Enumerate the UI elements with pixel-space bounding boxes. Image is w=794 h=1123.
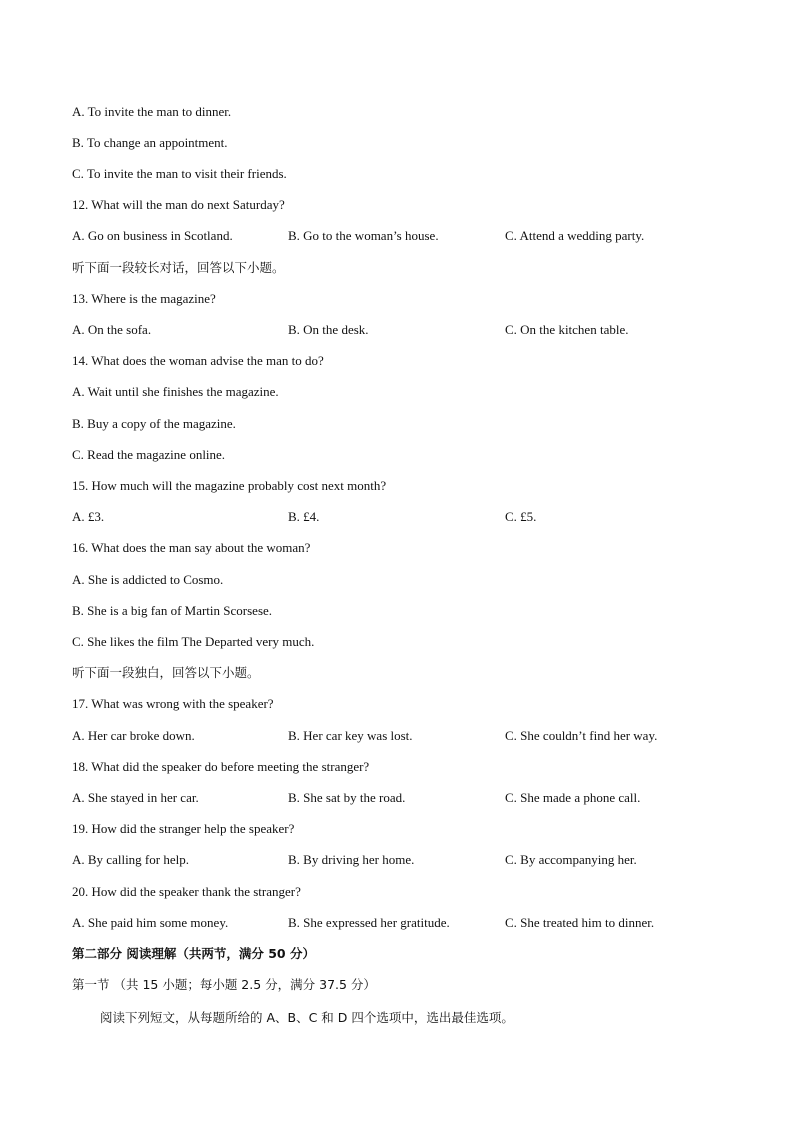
- option-20a: A. She paid him some money.: [72, 915, 229, 930]
- option-18a: A. She stayed in her car.: [72, 790, 199, 805]
- part2-heading: 第二部分 阅读理解（共两节，满分 50 分）: [72, 946, 315, 961]
- option-14a: A. Wait until she finishes the magazine.: [72, 384, 279, 399]
- option-14c: C. Read the magazine online.: [72, 447, 226, 462]
- listening-instruction-1: 听下面一段较长对话，回答以下小题。: [72, 260, 285, 275]
- question-18: 18. What did the speaker do before meeting the stranger?: [72, 759, 370, 774]
- option-16b: B. She is a big fan of Martin Scorsese.: [72, 603, 273, 618]
- option-12c: C. Attend a wedding party.: [505, 228, 645, 243]
- question-12: 12. What will the man do next Saturday?: [72, 197, 285, 212]
- option-17b: B. Her car key was lost.: [288, 728, 413, 743]
- option-15b: B. £4.: [288, 509, 320, 524]
- option-19c: C. By accompanying her.: [505, 852, 637, 867]
- option-20b: B. She expressed her gratitude.: [288, 915, 450, 930]
- option-13a: A. On the sofa.: [72, 322, 152, 337]
- question-19: 19. How did the stranger help the speaker?: [72, 821, 295, 836]
- question-13: 13. Where is the magazine?: [72, 291, 216, 306]
- question-16: 16. What does the man say about the woman?: [72, 540, 311, 555]
- section1-heading: 第一节 （共 15 小题；每小题 2.5 分，满分 37.5 分）: [72, 977, 376, 992]
- option-14b: B. Buy a copy of the magazine.: [72, 416, 236, 431]
- listening-instruction-2: 听下面一段独白，回答以下小题。: [72, 665, 260, 680]
- question-17: 17. What was wrong with the speaker?: [72, 696, 274, 711]
- option-15a: A. £3.: [72, 509, 105, 524]
- option-13b: B. On the desk.: [288, 322, 369, 337]
- option-11b: B. To change an appointment.: [72, 135, 228, 150]
- option-16a: A. She is addicted to Cosmo.: [72, 572, 224, 587]
- reading-instruction: 阅读下列短文，从每题所给的 A、B、C 和 D 四个选项中，选出最佳选项。: [100, 1010, 514, 1025]
- option-11a: A. To invite the man to dinner.: [72, 104, 232, 119]
- question-15: 15. How much will the magazine probably cost next month?: [72, 478, 387, 493]
- option-13c: C. On the kitchen table.: [505, 322, 629, 337]
- question-20: 20. How did the speaker thank the stranger?: [72, 884, 301, 899]
- option-12a: A. Go on business in Scotland.: [72, 228, 233, 243]
- option-12b: B. Go to the woman’s house.: [288, 228, 439, 243]
- option-20c: C. She treated him to dinner.: [505, 915, 655, 930]
- option-19b: B. By driving her home.: [288, 852, 415, 867]
- option-17c: C. She couldn’t find her way.: [505, 728, 658, 743]
- option-11c: C. To invite the man to visit their friends.: [72, 166, 287, 181]
- option-18c: C. She made a phone call.: [505, 790, 641, 805]
- option-17a: A. Her car broke down.: [72, 728, 195, 743]
- question-14: 14. What does the woman advise the man to do?: [72, 353, 324, 368]
- option-18b: B. She sat by the road.: [288, 790, 406, 805]
- option-19a: A. By calling for help.: [72, 852, 189, 867]
- option-15c: C. £5.: [505, 509, 537, 524]
- option-16c: C. She likes the film The Departed very much.: [72, 634, 315, 649]
